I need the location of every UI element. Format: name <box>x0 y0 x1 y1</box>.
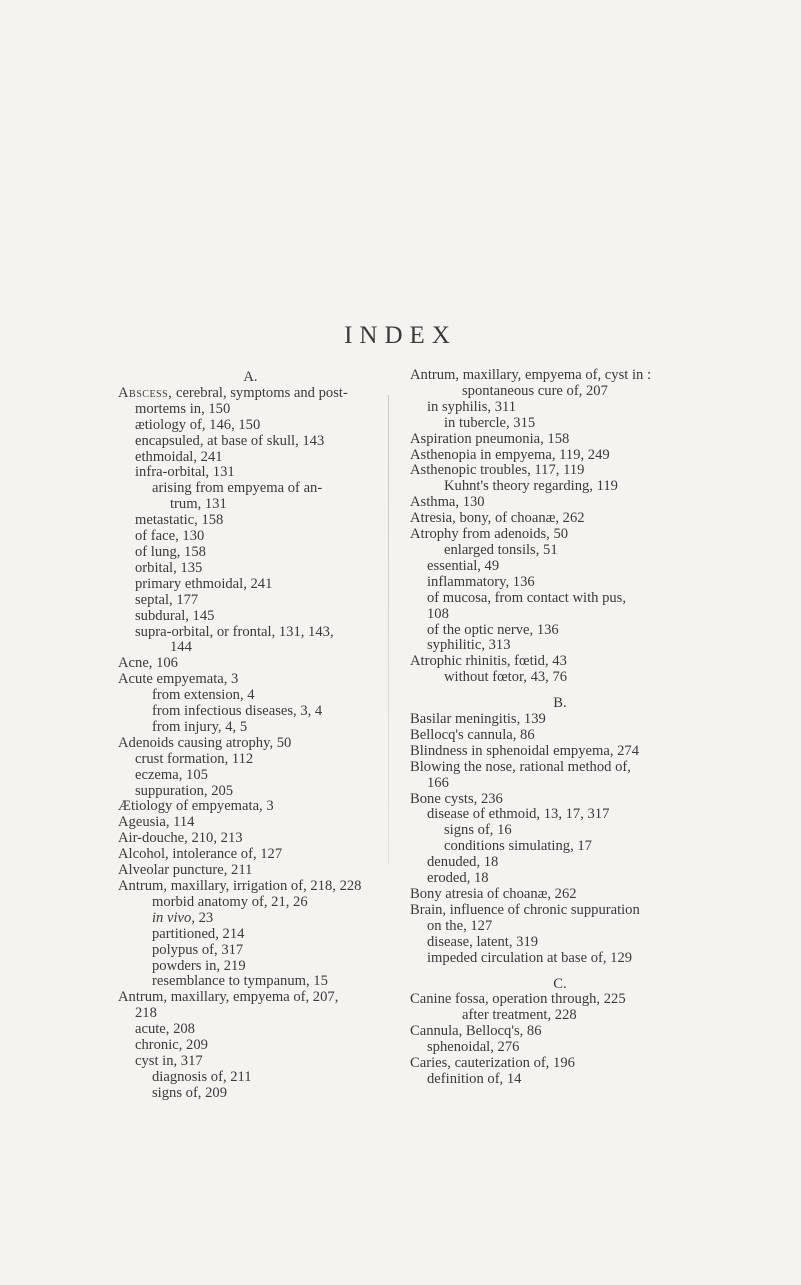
index-subentry: resemblance to tympanum, 15 <box>152 973 328 990</box>
index-subentry: conditions simulating, 17 <box>444 838 592 855</box>
index-subentry: diagnosis of, 211 <box>152 1068 252 1085</box>
index-subentry: from injury, 4, 5 <box>152 718 248 735</box>
index-subentry: without fœtor, 43, 76 <box>444 669 568 686</box>
index-subentry: ethmoidal, 241 <box>135 448 223 465</box>
index-entry: Atrophy from adenoids, 50 <box>410 526 569 543</box>
index-subentry: syphilitic, 313 <box>427 637 511 654</box>
index-subentry: mortems in, 150 <box>135 400 231 417</box>
page-title: INDEX <box>344 322 457 349</box>
index-entry: Blindness in sphenoidal empyema, 274 <box>410 742 640 759</box>
index-subentry: Kuhnt's theory regarding, 119 <box>444 478 618 495</box>
index-subentry: enlarged tonsils, 51 <box>444 541 558 558</box>
index-entry: Alveolar puncture, 211 <box>118 862 253 879</box>
index-subentry: suppuration, 205 <box>135 782 234 799</box>
index-subentry: arising from empyema of an- <box>152 480 323 497</box>
section-letter: A. <box>243 369 258 385</box>
index-subentry: cyst in, 317 <box>135 1052 203 1069</box>
index-entry: Canine fossa, operation through, 225 <box>410 991 626 1008</box>
index-entry: Air-douche, 210, 213 <box>118 830 243 847</box>
index-subentry: 218 <box>135 1005 157 1022</box>
index-entry: Asthma, 130 <box>410 494 485 511</box>
index-entry: Abscess, cerebral, symptoms and post- <box>118 384 348 401</box>
index-subentry: crust formation, 112 <box>135 750 254 767</box>
index-entry: Atrophic rhinitis, fœtid, 43 <box>410 653 567 670</box>
index-subentry: polypus of, 317 <box>152 941 244 958</box>
index-entry: Bony atresia of choanæ, 262 <box>410 886 577 902</box>
index-subentry: 144 <box>170 639 192 656</box>
index-subentry: ætiology of, 146, 150 <box>135 416 261 433</box>
index-subentry: supra-orbital, or frontal, 131, 143, <box>135 623 334 640</box>
index-subentry: on the, 127 <box>427 917 493 934</box>
index-subentry: eczema, 105 <box>135 766 208 783</box>
index-entry: Brain, influence of chronic suppuration <box>410 901 640 918</box>
index-subentry: of face, 130 <box>135 528 205 545</box>
index-entry: Blowing the nose, rational method of, <box>410 758 631 775</box>
index-entry: Asthenopia in empyema, 119, 249 <box>410 446 610 463</box>
section-gap <box>410 686 710 694</box>
left-column <box>118 368 383 1102</box>
section-letter: C. <box>553 975 567 992</box>
index-subentry: in tubercle, 315 <box>444 414 536 431</box>
index-subentry: definition of, 14 <box>427 1070 522 1087</box>
index-entry: Antrum, maxillary, empyema of, 207, <box>118 989 339 1006</box>
index-entry: Adenoids causing atrophy, 50 <box>118 734 292 751</box>
index-entry: Bellocq's cannula, 86 <box>410 726 535 743</box>
index-entry: Ætiology of empyemata, 3 <box>118 798 274 815</box>
index-subentry: of mucosa, from contact with pus, <box>427 589 626 606</box>
right-column <box>410 368 710 1088</box>
page-fold-line <box>388 395 389 865</box>
index-subentry: impeded circulation at base of, 129 <box>427 949 633 966</box>
index-entry: Ageusia, 114 <box>118 814 195 831</box>
section-gap <box>410 967 710 975</box>
index-subentry: metastatic, 158 <box>135 512 224 529</box>
index-subentry: denuded, 18 <box>427 854 499 871</box>
index-subentry: inflammatory, 136 <box>427 573 535 590</box>
index-subentry: disease of ethmoid, 13, 17, 317 <box>427 806 610 823</box>
index-subentry: from infectious diseases, 3, 4 <box>152 703 323 720</box>
index-subentry: trum, 131 <box>170 496 227 513</box>
index-entry: Asthenopic troubles, 117, 119 <box>410 462 585 479</box>
index-subentry: disease, latent, 319 <box>427 933 539 950</box>
index-subentry: in syphilis, 311 <box>427 398 517 415</box>
index-subentry: signs of, 209 <box>152 1084 227 1101</box>
index-entry: Atresia, bony, of choanæ, 262 <box>410 510 585 527</box>
index-entry: Bone cysts, 236 <box>410 790 503 807</box>
index-entry: Alcohol, intolerance of, 127 <box>118 846 283 863</box>
index-entry: in vivo, 23 <box>152 909 214 926</box>
index-subentry: essential, 49 <box>427 557 500 574</box>
index-entry: Caries, cauterization of, 196 <box>410 1055 575 1072</box>
index-entry: Antrum, maxillary, irrigation of, 218, 228 <box>118 878 362 894</box>
entry-italic: in vivo <box>152 909 192 926</box>
index-subentry: morbid anatomy of, 21, 26 <box>152 893 308 910</box>
index-subentry: from extension, 4 <box>152 687 255 704</box>
index-subentry: orbital, 135 <box>135 559 203 576</box>
index-subentry: partitioned, 214 <box>152 925 245 942</box>
index-subentry: acute, 208 <box>135 1021 195 1038</box>
index-subentry: spontaneous cure of, 207 <box>462 382 608 399</box>
index-subentry: 108 <box>427 605 449 622</box>
index-entry: Basilar meningitis, 139 <box>410 711 546 728</box>
index-subentry: sphenoidal, 276 <box>427 1039 520 1056</box>
index-subentry: of lung, 158 <box>135 543 206 560</box>
index-subentry: eroded, 18 <box>427 870 489 887</box>
index-subentry: encapsuled, at base of skull, 143 <box>135 432 325 449</box>
index-entry: Acute empyemata, 3 <box>118 671 239 688</box>
index-subentry: septal, 177 <box>135 591 199 608</box>
index-subentry: infra-orbital, 131 <box>135 464 235 481</box>
index-entry: Cannula, Bellocq's, 86 <box>410 1023 542 1040</box>
index-subentry: 166 <box>427 774 449 791</box>
index-entry: Antrum, maxillary, empyema of, cyst in : <box>410 367 652 383</box>
index-entry: Acne, 106 <box>118 655 178 672</box>
index-subentry: chronic, 209 <box>135 1037 208 1054</box>
index-subentry: signs of, 16 <box>444 822 512 839</box>
index-subentry: powders in, 219 <box>152 957 246 974</box>
index-entry: Aspiration pneumonia, 158 <box>410 430 570 447</box>
section-letter: B. <box>553 695 567 712</box>
index-subentry: after treatment, 228 <box>462 1007 577 1024</box>
index-subentry: subdural, 145 <box>135 607 215 624</box>
entry-headword: Abscess, <box>118 384 173 401</box>
index-subentry: of the optic nerve, 136 <box>427 621 559 638</box>
index-subentry: primary ethmoidal, 241 <box>135 575 273 592</box>
